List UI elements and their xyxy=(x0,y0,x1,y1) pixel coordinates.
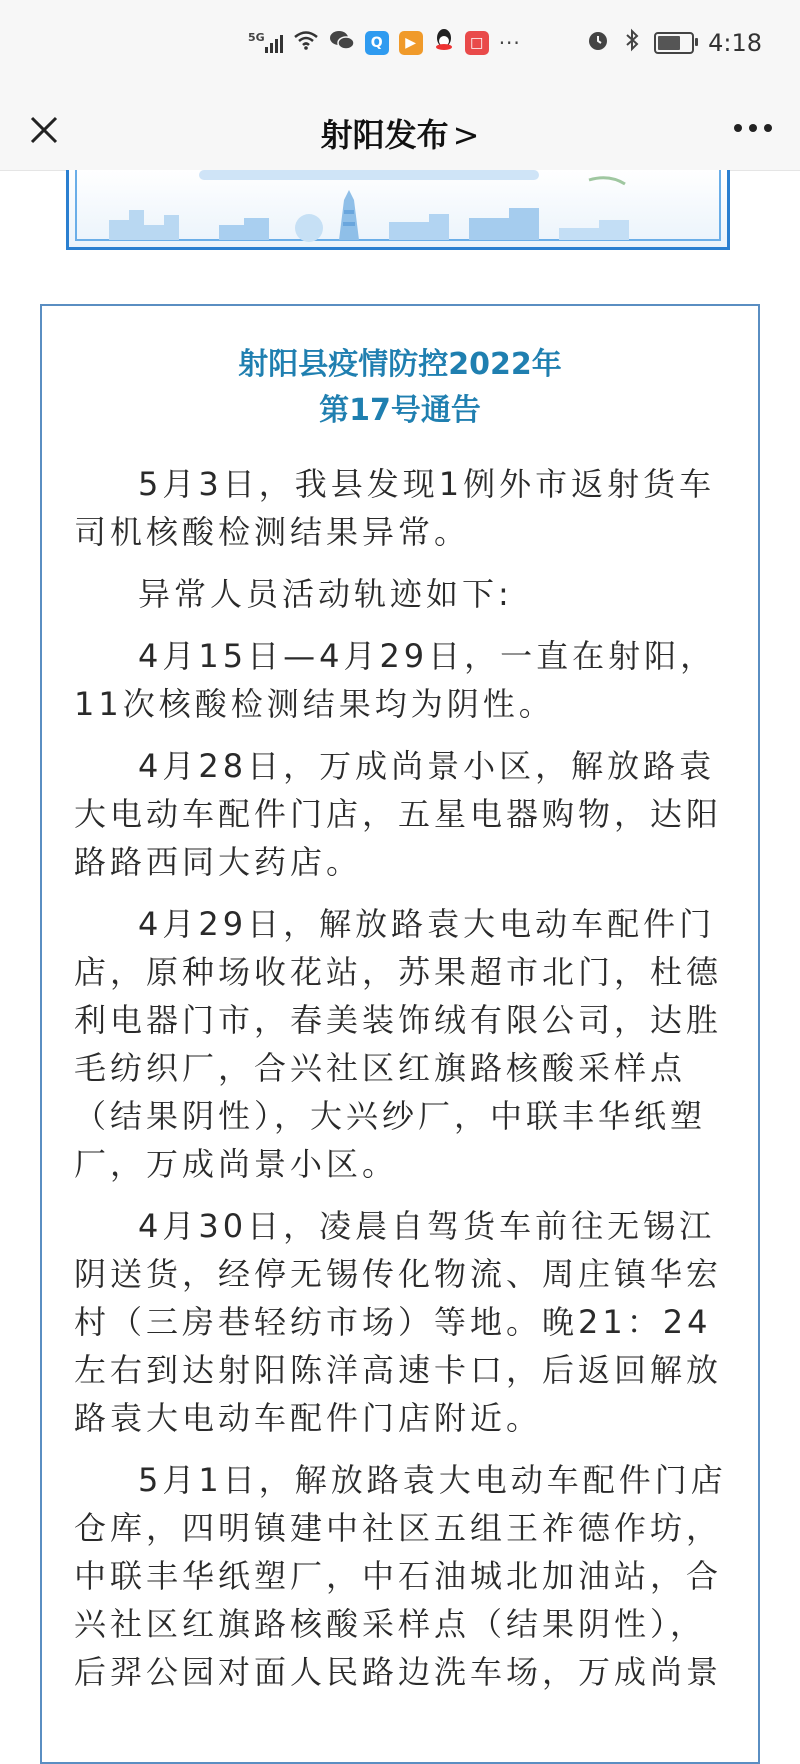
more-button[interactable] xyxy=(734,124,772,132)
notice-title-line2: 第17号通告 xyxy=(319,393,481,428)
status-bar xyxy=(0,0,800,90)
red-app-icon: □ xyxy=(465,31,489,55)
notice-paragraph: 5月1日，解放路袁大电动车配件门店仓库，四明镇建中社区五组王祚德作坊，中联丰华纸塑厂，中石油城北加油站，合兴社区红旗路核酸采样点（结果阴性），后羿公园对面人民路边洗车场，万成尚景 xyxy=(74,1461,727,1691)
signal-label: 5G xyxy=(248,30,265,44)
notice-title-line1: 射阳县疫情防控2022年 xyxy=(238,347,562,382)
chevron-right-icon: > xyxy=(452,116,480,154)
more-dot xyxy=(734,124,742,132)
notice-paragraph: 4月28日，万成尚景小区，解放路袁大电动车配件门店，五星电器购物，达阳路路西同大药店。 xyxy=(74,747,723,881)
notice-card xyxy=(40,304,760,1764)
qq-icon xyxy=(433,28,455,57)
search-app-icon: Q xyxy=(365,31,389,55)
notice-paragraph: 4月29日，解放路袁大电动车配件门店，原种场收花站，苏果超市北门，杜德利电器门市，春美装饰绒有限公司，达胜毛纺织厂，合兴社区红旗路核酸采样点（结果阴性），大兴纱厂，中联丰华纸塑厂，万成尚景小区。 xyxy=(74,905,723,1183)
page-title[interactable] xyxy=(0,110,800,156)
city-skyline-illustration xyxy=(69,170,730,250)
notice-paragraph: 异常人员活动轨迹如下: xyxy=(138,575,513,613)
title-bar xyxy=(0,90,800,171)
more-notifications-icon: ··· xyxy=(498,30,521,55)
notice-paragraph: 4月15日—4月29日，一直在射阳，11次核酸检测结果均为阴性。 xyxy=(74,637,717,723)
wifi-icon xyxy=(293,30,319,55)
status-icons-right xyxy=(586,28,762,58)
battery-icon xyxy=(654,32,694,54)
status-icons-left xyxy=(248,28,521,57)
wechat-icon xyxy=(329,29,355,56)
bluetooth-icon xyxy=(624,28,640,58)
notice-paragraph: 4月30日，凌晨自驾货车前往无锡江阴送货，经停无锡传化物流、周庄镇华宏村（三房巷轻纺市场）等地。晚21：24左右到达射阳陈洋高速卡口，后返回解放路袁大电动车配件门店附近。 xyxy=(74,1207,723,1437)
page-title-text: 射阳发布 xyxy=(320,116,449,154)
cellular-signal-icon xyxy=(248,30,283,53)
header-banner-image xyxy=(66,170,730,250)
notice-paragraph: 5月3日，我县发现1例外市返射货车司机核酸检测结果异常。 xyxy=(74,465,716,551)
notice-title xyxy=(42,342,758,434)
clock: 4:18 xyxy=(708,29,762,57)
more-dot xyxy=(749,124,757,132)
alarm-icon xyxy=(586,28,610,58)
video-app-icon: ▶ xyxy=(399,31,423,55)
notice-body xyxy=(42,460,758,1696)
more-dot xyxy=(764,124,772,132)
